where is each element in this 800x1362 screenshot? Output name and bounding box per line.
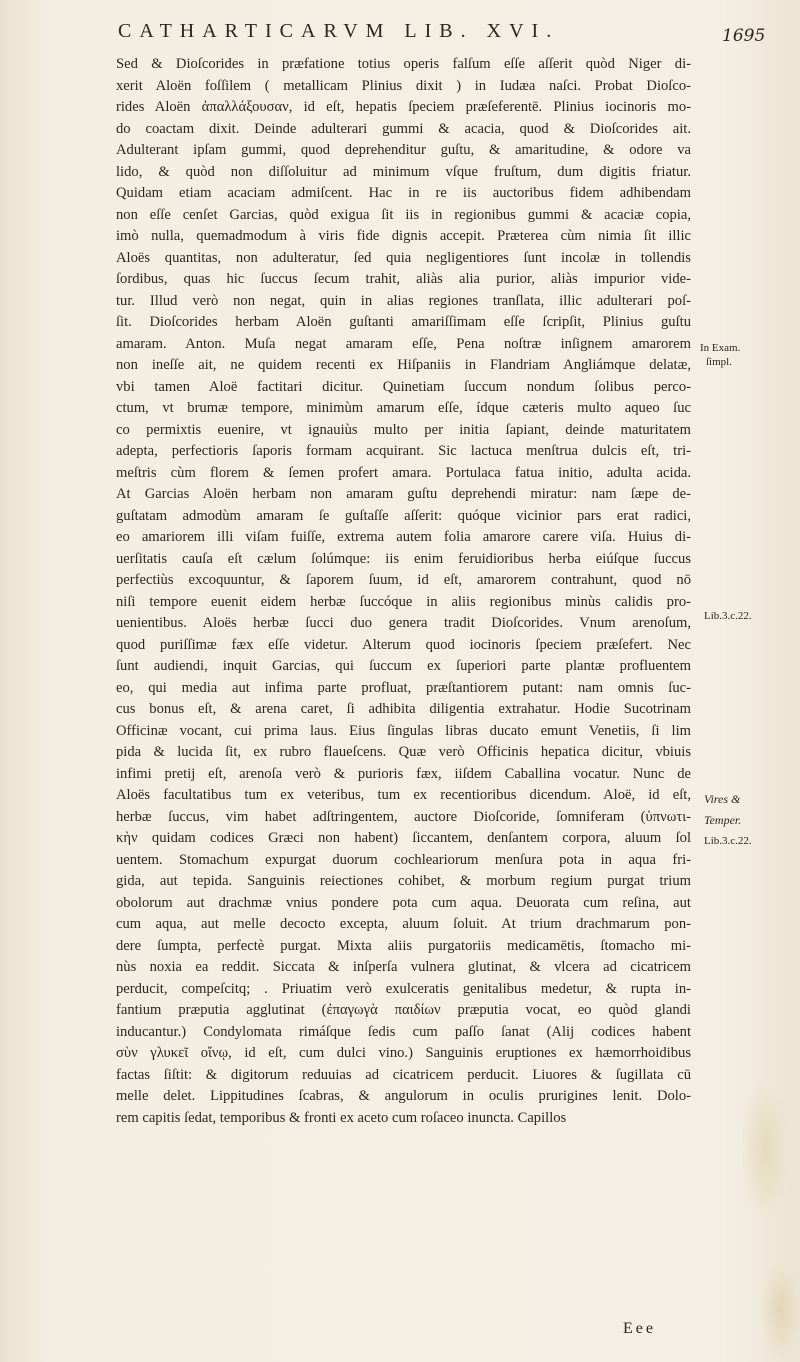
text-line: ctum, vt brumæ tempore, minimùm amarum eſſe, ídque cæteris multo aqueo ſuc: [116, 400, 691, 416]
text-line: fantium præputia agglutinat (ἐπαγωγὰ παιδίων præputia vocat, eo quòd glandi: [116, 1002, 691, 1018]
text-line: perfectiùs excoquuntur, & ſaporem ſuum, id eſt, amarorem contrahunt, quod nō: [116, 572, 691, 588]
text-line: cum aqua, aut melle decocto excepta, aluum ſoluit. At trium drachmarum pon-: [116, 916, 691, 932]
text-line: tur. Illud verò non negat, quin in alias regiones tranſlata, illic adulterari poſ-: [116, 292, 691, 309]
text-line: co permixtis euenire, vt ignauiùs multo per initia ſapiant, deinde maturitatem: [116, 421, 691, 438]
text-line: At Garcias Aloën herbam non amaram guſtu deprehendi miratur: nam ſæpe de-: [116, 486, 691, 502]
text-line: non ineſſe ait, ne quidem recenti ex Hiſpaniis in Flandriam Angliámque delatæ,: [116, 357, 691, 373]
text-line: non eſſe cenſet Garcias, quòd exigua ſit iis in regionibus gummi & acaciæ copia,: [116, 206, 691, 223]
text-line: Aloës facultatibus tum ex veteribus, tum ex recentioribus dicendum. Aloë, id eſt,: [116, 787, 691, 803]
marginal-note-vires: Vires &: [704, 792, 741, 806]
text-line: κὴν quidam codices Græci non habent) ſiccantem, denſantem corpora, aluum ſol: [116, 830, 691, 846]
page-number: 1695: [722, 26, 766, 46]
text-line: lido, & quòd non diſſoluitur ad minimum vſque fruſtum, dum digitis friatur.: [116, 163, 691, 180]
marginal-note-lib-ref: Lib.3.c.22.: [704, 610, 752, 622]
text-line: infimi pretij eſt, arenoſa verò & purioris fæx, iiſdem Caballina vocatur. Nunc de: [116, 765, 691, 782]
main-text-block: [116, 54, 691, 1129]
text-line: rem capitis ſedat, temporibus & fronti ex aceto cum roſaceo inuncta. Capillos: [116, 1109, 567, 1126]
text-line: Adulterant ipſam gummi, quod deprehenditur guſtu, & amaritudine, & odore va: [116, 142, 691, 158]
text-line: cus bonus eſt, & arena caret, ſi adhibita diligentia extrahatur. Hodie Sucotrinam: [116, 701, 691, 717]
text-line: do coactam dixit. Deinde adulterari gummi & acacia, quod & Dioſcorides ait.: [116, 120, 691, 137]
text-line: quod puriſſimæ fæx eſſe videtur. Alterum quod iocinoris ſpeciem præſefert. Nec: [116, 636, 691, 653]
text-line: uerſitatis cauſa eſt cælum ſolúmque: iis enim feruidioribus herba eiúſque ſuccus: [116, 550, 691, 567]
text-line: nùs noxia ea reddit. Siccata & inſperſa vulnera glutinat, & vlcera ad cicatricem: [116, 959, 691, 975]
text-line: σὺν γλυκεῖ οἴνῳ, id eſt, cum dulci vino.) Sanguinis eruptiones ex hæmorrhoidibus: [116, 1045, 691, 1061]
marginal-note-temper: Temper.: [704, 813, 742, 827]
text-line: Officinæ vocant, cui prima laus. Eius ſingulas libras ducato emunt Venetiis, ſi lim: [116, 722, 691, 739]
text-line: perducit, compeſcitq; . Priuatim verò exulceratis genitalibus medetur, & rupta in-: [116, 980, 691, 997]
text-line: Sed & Dioſcorides in præfatione totius operis falſum eſſe aſſerit quòd Niger di-: [116, 56, 691, 72]
paper-stain: [740, 1080, 790, 1220]
text-line: xerit Aloën foſſilem ( metallicam Plinius dixit ) in Iudæa naſci. Probat Dioſco-: [116, 77, 691, 94]
text-line: Aloës quantitas, non adulteratur, ſed quia negligentiores ſunt incolæ in tollendis: [116, 249, 691, 266]
text-line: ſunt audiendi, inquit Garcias, qui ſuccum ex ſuperiori parte plantæ profluentem: [116, 658, 691, 674]
catchword: Eee: [623, 1320, 656, 1337]
text-line: adepta, perfectioris ſaporis formam acquirant. Sic lactuca menſtrua dulcis eſt, tri-: [116, 443, 691, 459]
text-line: Quidam etiam acaciam admiſcent. Hac in re iis auctoribus fidem adhibendam: [116, 185, 691, 201]
text-line: uenientibus. Aloës herbæ ſucci duo genera tradit Dioſcorides. Vnum arenoſum,: [116, 615, 691, 631]
text-line: uentem. Stomachum expurgat duorum cochleariorum menſura pota in aqua fri-: [116, 851, 691, 868]
text-line: factas ſiſtit: & digitorum reduuias ad cicatricem perducit. Liuores & ſugillata cū: [116, 1066, 691, 1083]
running-title: CATHARTICARVM LIB. XVI.: [118, 20, 560, 42]
text-line: pida & lucida ſit, ex rubro flaueſcens. Quæ verò Officinis hepatica dicitur, vbiuis: [116, 744, 691, 760]
text-line: eo amariorem illi viſam fuiſſe, extrema autem folia amarore carere viſa. Huius di-: [116, 529, 691, 545]
marginal-note-lib-ref-2: Lib.3.c.22.: [704, 835, 752, 847]
marginal-note-simpl: ſimpl.: [706, 356, 732, 368]
text-line: imò nulla, quemadmodum à viris fide dignis accepit. Præterea cùm nimia ſit illic: [116, 228, 691, 244]
text-line: rides Aloën ἀπαλλάξουσαν, id eſt, hepatis ſpeciem præſeferentē. Plinius iocinoris mo-: [116, 99, 691, 115]
text-line: ſit. Dioſcorides herbam Aloën guſtanti amariſſimam eſſe ſcripſit, Plinius guſtu: [116, 314, 691, 330]
marginal-note-in-exam: In Exam.: [700, 342, 741, 354]
text-line: ſordibus, quas hic ſuccus ſecum trahit, aliàs alia purior, aliàs impurior vide-: [116, 271, 691, 287]
text-line: inducantur.) Condylomata rimáſque ſedis cum paſſo ſanat (Alij codices habent: [116, 1023, 691, 1040]
text-line: meſtris cùm florem & ſemen profert amara. Portulaca fatua initio, adulta acida.: [116, 464, 691, 481]
text-line: herbæ ſuccus, vim habet adſtringentem, auctore Dioſcoride, ſomniferam (ὑπνωτι-: [116, 808, 691, 825]
text-line: guſtatam admodùm amaram ſe guſtaſſe aſſerit: quóque vicinior pars erat radici,: [116, 507, 691, 524]
paper-stain: [760, 1260, 800, 1360]
text-line: melle delet. Lippitudines ſcabras, & angulorum in oculis prurigines lenit. Dolo-: [116, 1088, 691, 1104]
text-line: gida, aut tepida. Sanguinis reiectiones cohibet, & morbum regium purgat trium: [116, 873, 691, 889]
text-line: obolorum aut drachmæ vnius pondere pota cum aqua. Deuorata cum reſina, aut: [116, 894, 691, 911]
text-line: amaram. Anton. Muſa negat amaram eſſe, Pena noſtræ inſignem amarorem: [116, 335, 691, 352]
text-line: niſi tempore euenit eidem herbæ ſuccóque in aliis regionibus minùs calidis pro-: [116, 593, 691, 610]
text-line: eo, qui media aut infima parte profluat, præſtantiorem putant: nam omnis ſuc-: [116, 679, 691, 696]
text-line: vbi tamen Aloë factitari dicitur. Quinetiam ſuccum nondum ſolibus perco-: [116, 378, 691, 395]
text-line: dere ſumpta, perfectè purgat. Mixta aliis purgatoriis medicamētis, ſtomacho mi-: [116, 937, 691, 954]
